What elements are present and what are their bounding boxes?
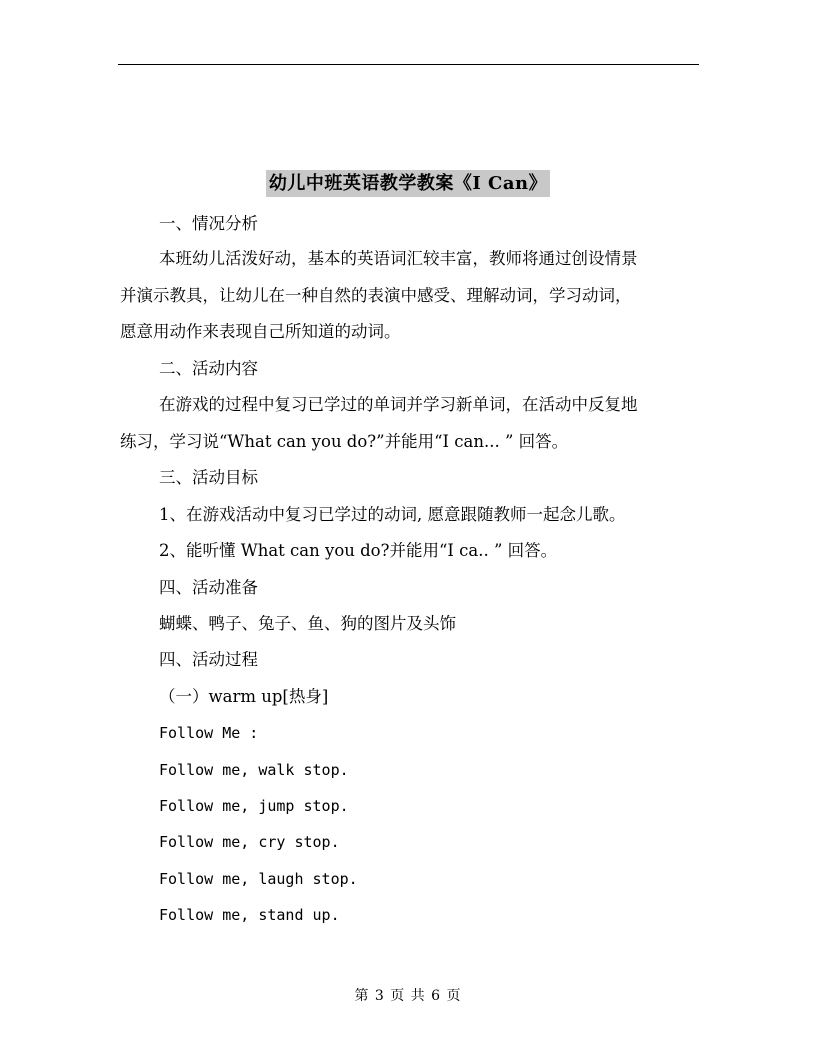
header-rule	[118, 64, 699, 65]
section-heading-content: 二、活动内容	[159, 359, 258, 378]
rhyme-line: Follow me, laugh stop.	[159, 870, 358, 888]
document-title: 幼儿中班英语教学教案《I Can》	[266, 170, 550, 197]
paragraph-line: 并演示教具，让幼儿在一种自然的表演中感受、理解动词，学习动词，	[120, 286, 632, 305]
paragraph-line: 练习，学习说“What can you do?”并能用“I can... ” 回答。	[120, 432, 569, 451]
subsection-heading: （一）warm up[热身]	[159, 687, 329, 706]
section-heading-preparation: 四、活动准备	[159, 578, 258, 597]
section-heading-situation: 一、情况分析	[159, 214, 258, 233]
paragraph-line: 蝴蝶、鸭子、兔子、鱼、狗的图片及头饰	[159, 614, 456, 633]
rhyme-line: Follow me, jump stop.	[159, 797, 349, 815]
section-heading-process: 四、活动过程	[159, 650, 258, 669]
page-number: 第 3 页 共 6 页	[354, 988, 462, 1004]
paragraph-line: 愿意用动作来表现自己所知道的动词。	[120, 322, 401, 341]
list-item: 1、在游戏活动中复习已学过的动词, 愿意跟随教师一起念儿歌。	[159, 505, 626, 524]
rhyme-line: Follow Me :	[159, 724, 259, 742]
paragraph-line: 本班幼儿活泼好动，基本的英语词汇较丰富，教师将通过创设情景	[159, 249, 638, 268]
paragraph-line: 在游戏的过程中复习已学过的单词并学习新单词，在活动中反复地	[159, 395, 638, 414]
rhyme-line: Follow me, cry stop.	[159, 833, 340, 851]
rhyme-line: Follow me, stand up.	[159, 906, 340, 924]
list-item: 2、能听懂 What can you do?并能用“I ca.. ” 回答。	[159, 541, 558, 560]
section-heading-goals: 三、活动目标	[159, 468, 258, 487]
title-container	[0, 170, 816, 197]
rhyme-line: Follow me, walk stop.	[159, 761, 349, 779]
